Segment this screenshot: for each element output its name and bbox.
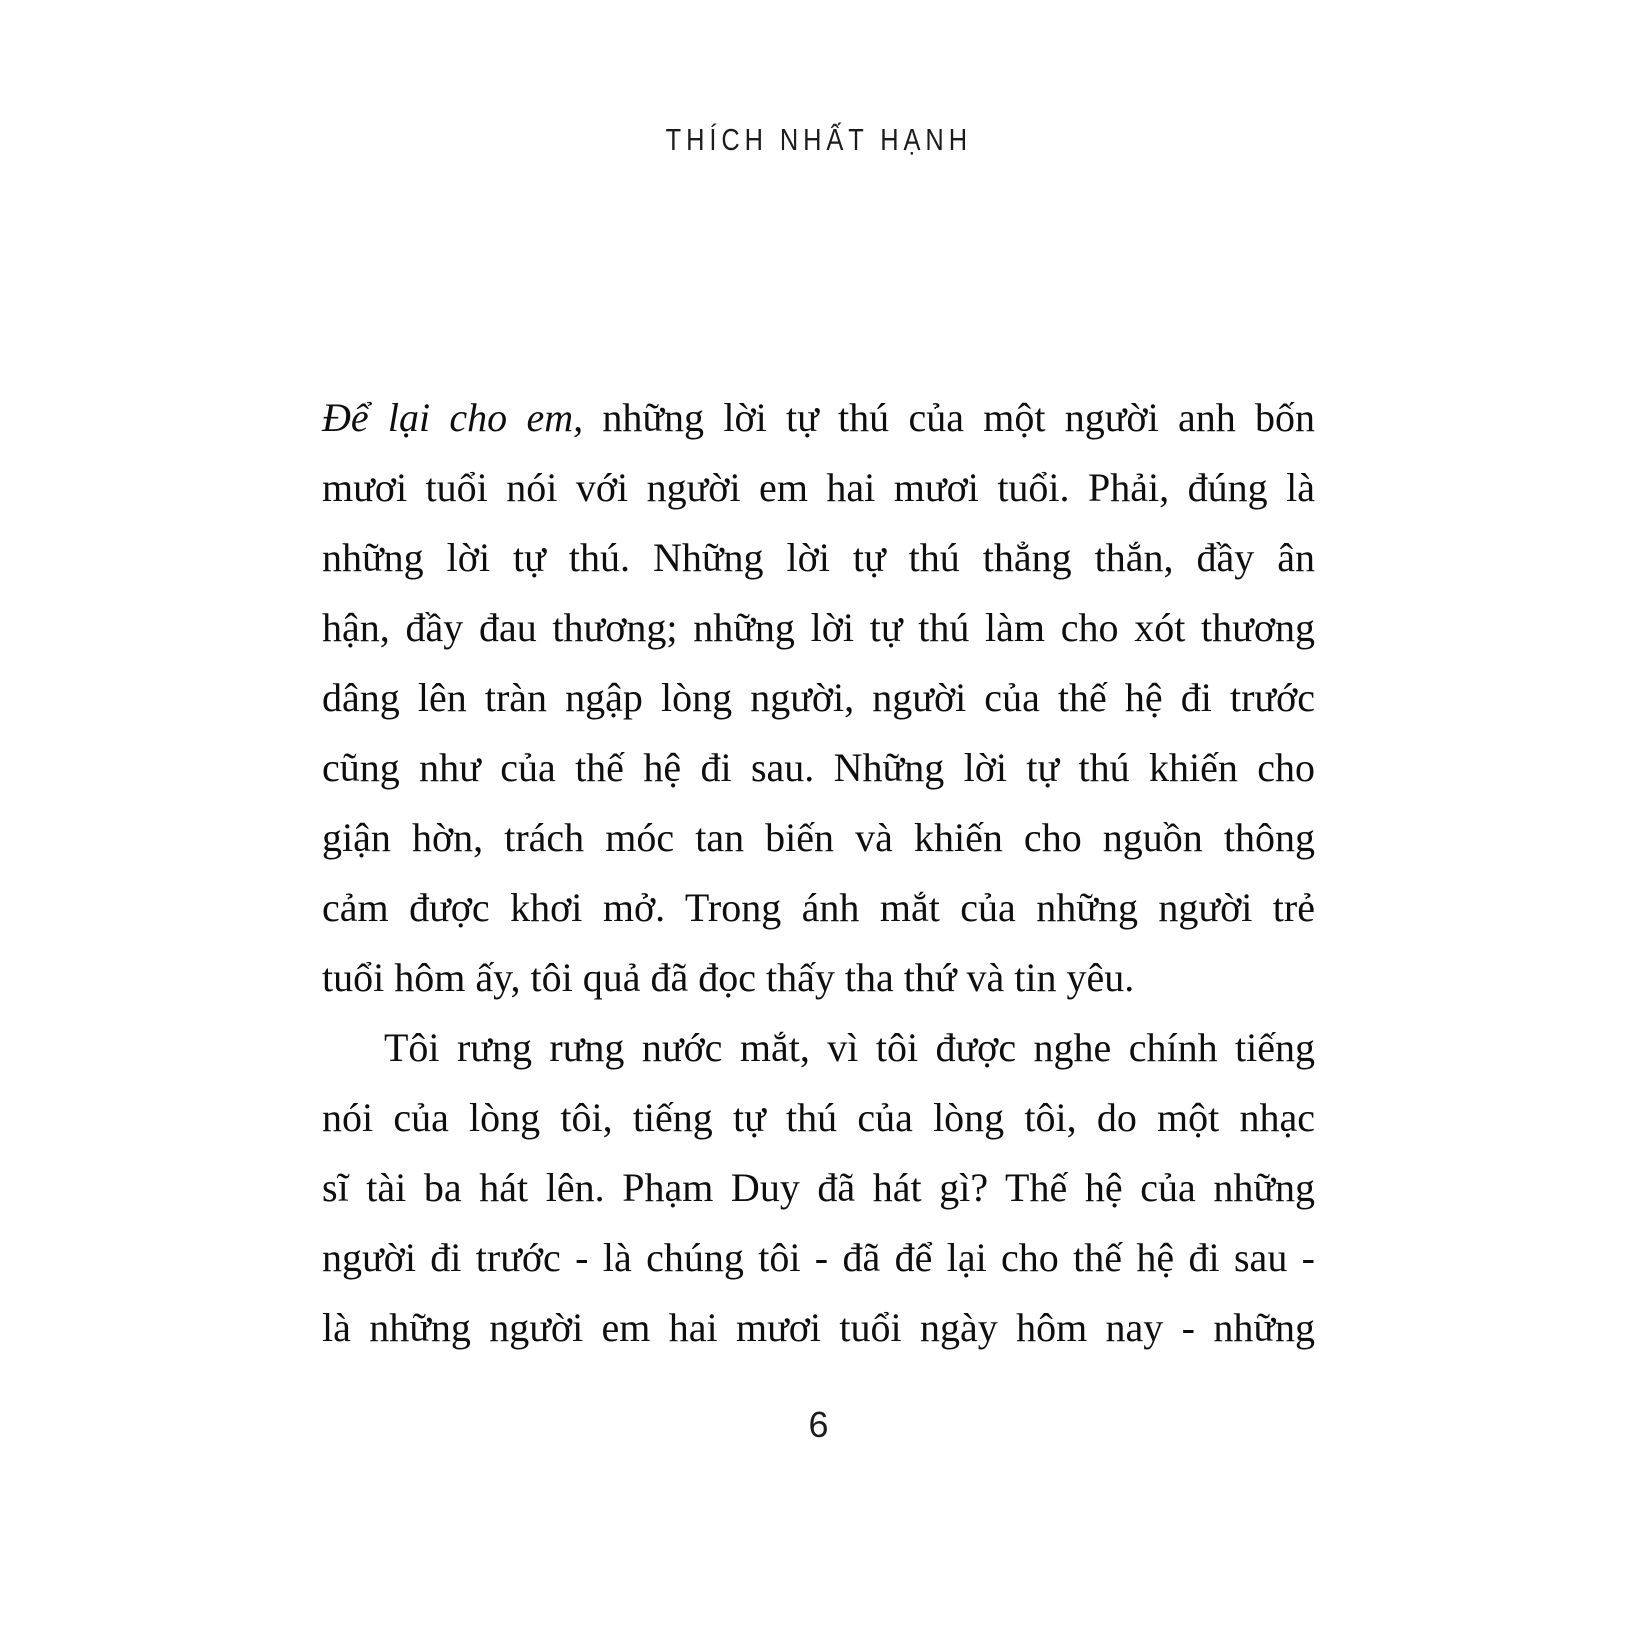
text-line: giận hờn, trách móc tan biến và khiến cho nguồn thông: [322, 815, 1315, 860]
running-header-text: THÍCH NHẤT HẠNH: [665, 122, 972, 157]
text-line-rest: những lời tự thú của một người anh bốn: [583, 395, 1315, 440]
text-line: sĩ tài ba hát lên. Phạm Duy đã hát gì? Thế hệ của những: [322, 1165, 1315, 1210]
text-line: cảm được khơi mở. Trong ánh mắt của những người trẻ: [322, 885, 1315, 930]
italic-phrase: Để lại cho em,: [322, 395, 584, 440]
page-body: [322, 383, 1315, 1363]
text-line: dâng lên tràn ngập lòng người, người của thế hệ đi trước: [322, 675, 1315, 720]
text-line: nói của lòng tôi, tiếng tự thú của lòng tôi, do một nhạc: [322, 1095, 1315, 1140]
text-line: là những người em hai mươi tuổi ngày hôm nay - những: [322, 1305, 1315, 1350]
text-line-paragraph-start: Tôi rưng rưng nước mắt, vì tôi được nghe chính tiếng: [384, 1025, 1315, 1070]
running-header: [322, 122, 1315, 158]
text-line-paragraph-end: tuổi hôm ấy, tôi quả đã đọc thấy tha thứ và tin yêu.: [322, 955, 1135, 1000]
text-line: [322, 383, 1315, 453]
text-line: cũng như của thế hệ đi sau. Những lời tự thú khiến cho: [322, 745, 1315, 790]
text-line: những lời tự thú. Những lời tự thú thẳng thắn, đầy ân: [322, 535, 1315, 580]
text-line: người đi trước - là chúng tôi - đã để lại cho thế hệ đi sau -: [322, 1235, 1315, 1280]
text-line: hận, đầy đau thương; những lời tự thú làm cho xót thương: [322, 605, 1315, 650]
text-line: mươi tuổi nói với người em hai mươi tuổi. Phải, đúng là: [322, 465, 1315, 510]
page-number: 6: [808, 1404, 829, 1445]
